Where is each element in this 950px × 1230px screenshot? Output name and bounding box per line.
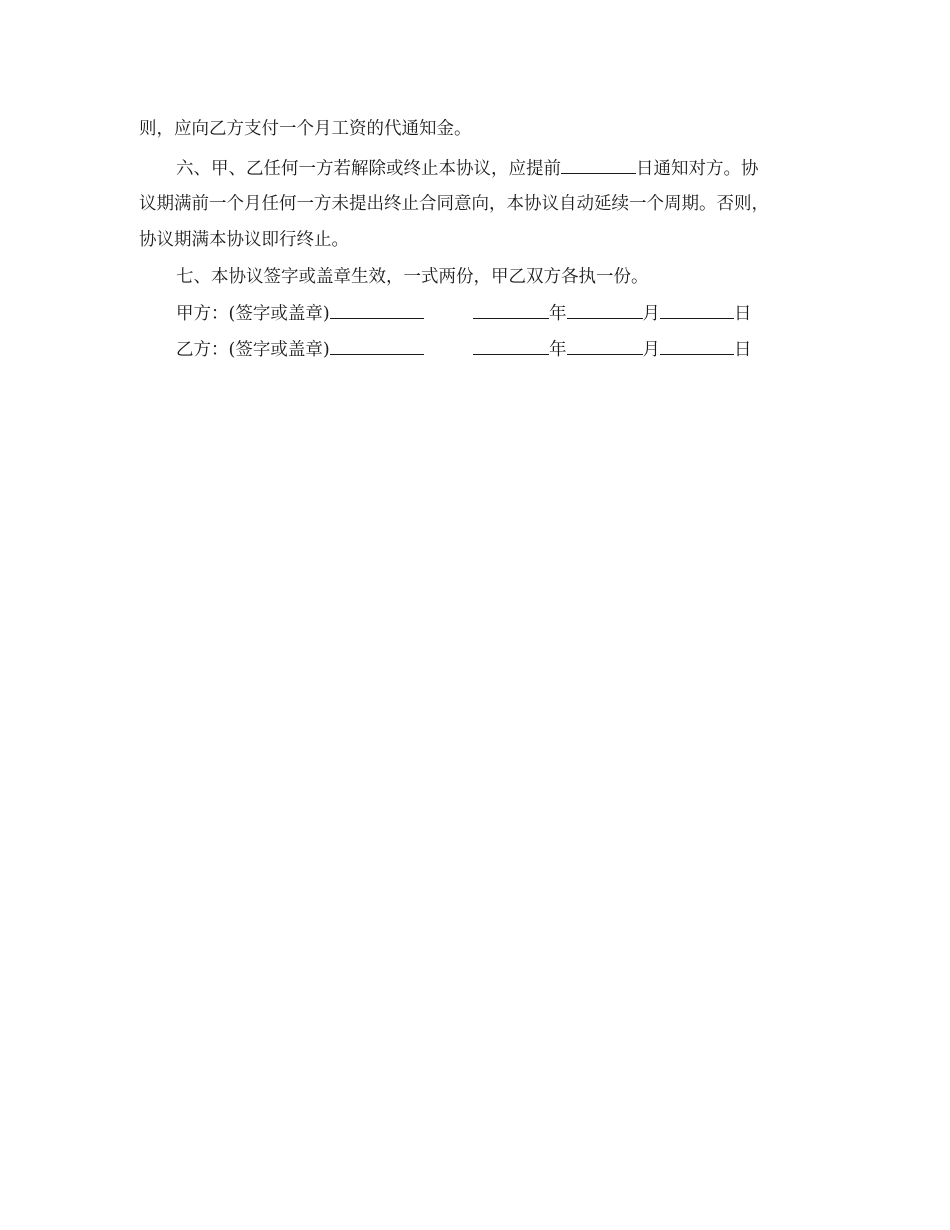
party-a-date [473,302,752,325]
party-a-year-blank [473,302,549,319]
party-b-label: 乙方：(签字或盖章) [176,340,330,360]
party-b-year-blank [473,338,549,355]
party-a-month-blank [567,302,643,319]
paragraph-6-text-a: 六、甲、乙任何一方若解除或终止本协议，应提前 [176,159,561,179]
party-b-day-blank [660,338,734,355]
party-b-month-blank [567,338,643,355]
party-b-signature-blank [330,338,424,355]
paragraph-6-line-2: 议期满前一个月任何一方未提出终止合同意向，本协议自动延续一个周期。否则， [139,194,769,214]
party-a-label: 甲方：(签字或盖章) [176,304,330,324]
party-a-year-label: 年 [549,304,567,324]
party-b-day-label: 日 [734,340,752,360]
paragraph-6-line-1 [176,157,811,180]
party-a-signature [176,302,424,325]
party-b-year-label: 年 [549,340,567,360]
party-a-day-blank [660,302,734,319]
party-a-signature-blank [330,302,424,319]
party-b-signature [176,338,424,361]
paragraph-6-text-b: 日通知对方。协 [636,159,759,179]
paragraph-5-tail: 则，应向乙方支付一个月工资的代通知金。 [139,119,472,139]
party-a-month-label: 月 [642,304,660,324]
party-b-date [473,338,752,361]
party-a-day-label: 日 [734,304,752,324]
notice-days-blank [561,157,636,174]
party-b-month-label: 月 [642,340,660,360]
paragraph-7: 七、本协议签字或盖章生效，一式两份，甲乙双方各执一份。 [176,267,649,287]
paragraph-6-line-3: 协议期满本协议即行终止。 [139,230,349,250]
